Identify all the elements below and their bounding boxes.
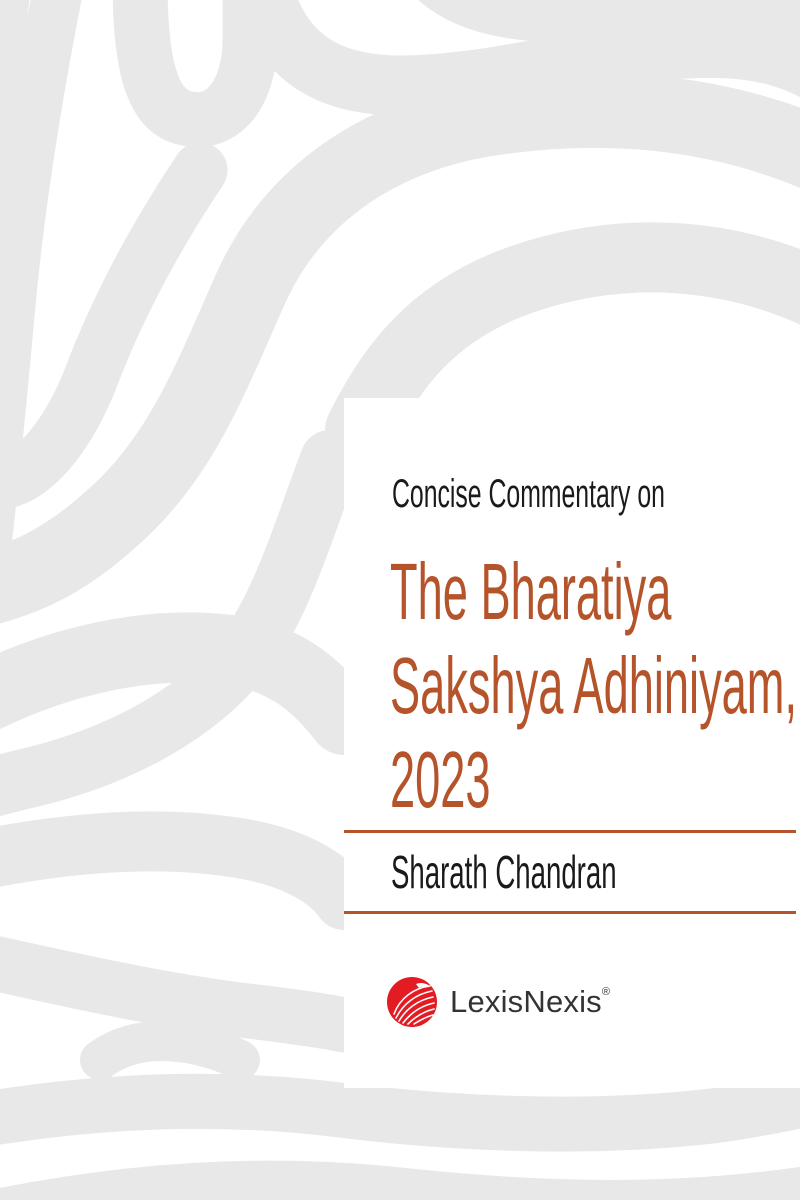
lexisnexis-knowledge-burst-icon bbox=[386, 976, 438, 1028]
book-title-line-3: 2023 bbox=[390, 735, 491, 824]
book-title-line-2: Sakshya Adhiniyam, bbox=[390, 641, 798, 730]
author-rule-bottom bbox=[344, 911, 796, 914]
book-subtitle: Concise Commentary on bbox=[392, 472, 665, 516]
book-title bbox=[390, 545, 798, 827]
publisher-logo bbox=[386, 976, 610, 1028]
author-name: Sharath Chandran bbox=[391, 846, 617, 898]
author-rule-top bbox=[344, 830, 796, 833]
registered-trademark-mark: ® bbox=[601, 986, 611, 998]
book-title-line-1: The Bharatiya bbox=[390, 547, 672, 636]
publisher-name: LexisNexis® bbox=[450, 984, 611, 1019]
